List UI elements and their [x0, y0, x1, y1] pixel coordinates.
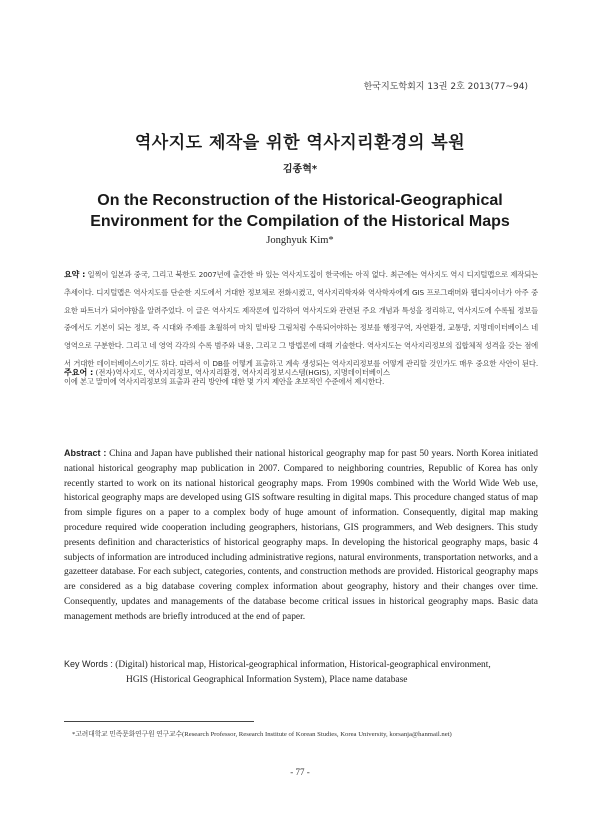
page-number: - 77 -	[290, 767, 310, 777]
english-abstract	[64, 446, 538, 625]
english-title-line-2: Environment for the Compilation of the Historical Maps	[90, 213, 510, 230]
english-abstract-text: China and Japan have published their national historical geography map for past 50 years. North Korea initiated national historical geography map publication in 2007. Compared to neighboring countries, Republic of Korea has only recently started to work on its national historical geography maps. From 1990s combined with the World Wide Web use, historical geography maps are developed using GIS software resulting in digital maps. This procedure changed status of map from simple figures on a paper to a complex body of huge amount of information. Consequently, digital map making procedure required wide cooperation including geographers, historians, GIS programmers, and Web designers. This study presents definition and characteristics of historical geography maps. In developing the historical geography maps, basic 4 subjects of information are introduced including administrative regions, natural environments, transportation networks, and a gazetteer database. For each subject, categories, contents, and construction methods are provided. Historical geography maps are considered as a big database covering complex information about geography, history and their changes over time. Consequently, updates and managements of the database become critical issues in historical geography maps. Basic data management methods are briefly introduced at the end of paper.	[64, 449, 538, 622]
english-abstract-label: Abstract :	[64, 448, 107, 458]
footnote-divider	[64, 721, 254, 722]
korean-title: 역사지도 제작을 위한 역사지리환경의 복원	[134, 133, 466, 153]
korean-keywords-label: 주요어 :	[64, 368, 94, 377]
korean-abstract-text: 일찍이 일본과 중국, 그리고 북한도 2007년에 출간한 바 있는 역사지도집이 한국에는 아직 없다. 최근에는 역사지도 역시 디지털맵으로 제작되는 추세이다. 디지털맵은 역사지도를 단순한 지도에서 거대한 정보체로 전화시켰고, 역사지리학자와 역사학자에게 GIS 프로그래머와 웹디자이너가 아주 중요한 파트너가 되어야함을 알려주었다. 이 글은 역사지도 제작론에 입각하여 역사지도와 관련된 주요 개념과 특성을 정리하고, 역사지도에 수록될 정보들 중에서도 기본이 되는 정보, 즉 시대와 주제를 초월하여 마치 밑바탕 그림처럼 수록되어야하는 정보를 행정구역, 자연환경, 교통망, 지명데이터베이스 네 영역으로 구분한다. 그리고 네 영역 각각의 수록 범주와 내용, 그리고 그 방법론에 대해 기술한다. 역사지도는 역사지리정보의 집합체적 성격을 갖는 점에서 거대한 데이터베이스이기도 하다. 따라서 이 DB를 어떻게 표출하고 계속 생성되는 역사지리정보를 어떻게 관리할 것인가도 매우 중요한 사안이 된다. 이에 본고 말미에 역사지리정보의 표출과 관리 방안에 대한 몇 가지 제안을 초보적인 수준에서 제시한다.	[64, 270, 539, 386]
english-title	[0, 190, 600, 232]
journal-header: 한국지도학회지 13권 2호 2013(77~94)	[363, 82, 528, 92]
english-keywords	[64, 657, 544, 688]
korean-keywords	[64, 367, 538, 378]
korean-keywords-text: (전자)역사지도, 역사지리정보, 역사지리환경, 역사지리정보시스템(HGIS), 지명데이터베이스	[95, 368, 391, 377]
korean-abstract-label: 요약 :	[64, 270, 86, 279]
english-title-line-1: On the Reconstruction of the Historical-Geographical	[97, 192, 503, 209]
english-keywords-label: Key Words :	[64, 659, 113, 669]
author-footnote: *고려대학교 민족문화연구원 연구교수(Research Professor, Research Institute of Korean Studies, Korea University, korsanja@hanmail.net)	[72, 731, 452, 738]
english-author: Jonghyuk Kim*	[266, 235, 334, 246]
english-keywords-line-1: (Digital) historical map, Historical-geographical information, Historical-geographical environment,	[115, 660, 491, 670]
english-keywords-line-2: HGIS (Historical Geographical Information System), Place name database	[126, 674, 408, 685]
korean-author: 김종혁*	[282, 164, 318, 175]
